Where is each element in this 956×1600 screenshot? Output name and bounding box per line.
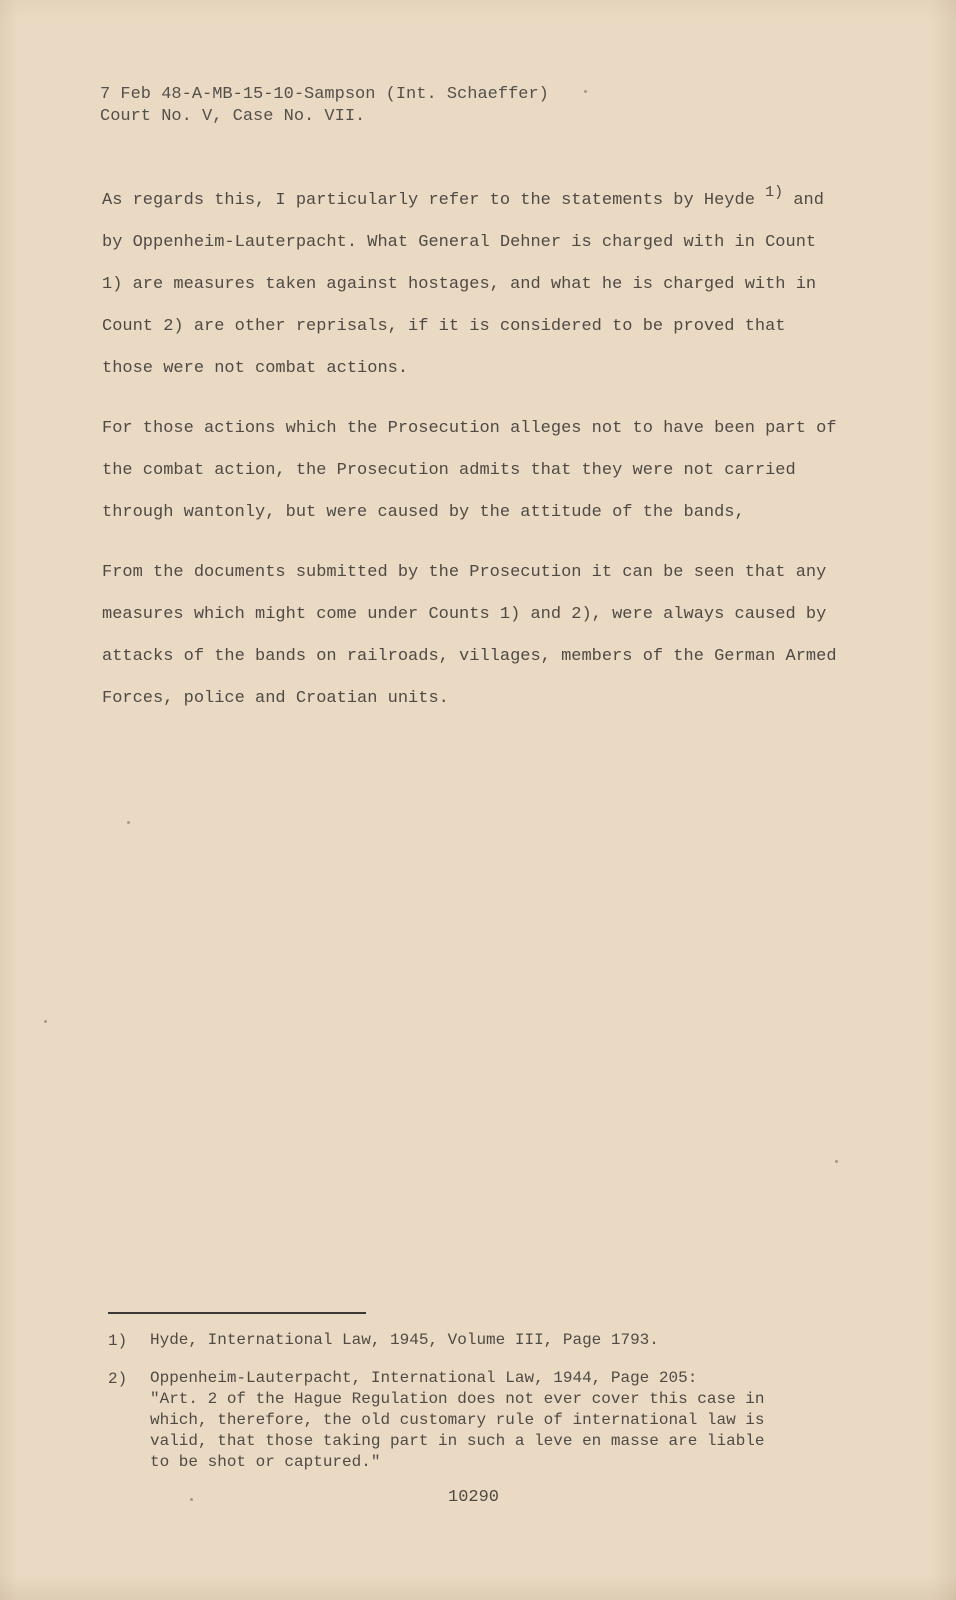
paragraph-line: the combat action, the Prosecution admits that they were not carried: [102, 461, 796, 480]
paragraph-2: [102, 408, 862, 534]
paper-speck: [190, 1498, 193, 1501]
footnote-line: "Art. 2 of the Hague Regulation does not ever cover this case in: [150, 1390, 765, 1408]
document-header: [100, 84, 549, 128]
footnote-2: [108, 1368, 908, 1473]
paper-speck: [44, 1020, 47, 1023]
footnote-text: [150, 1330, 908, 1352]
paragraph-1: [102, 180, 862, 390]
header-court-line: Court No. V, Case No. VII.: [100, 107, 366, 126]
paragraph-3: [102, 552, 862, 720]
footnote-number: 2): [108, 1370, 128, 1388]
paper-speck: [584, 90, 587, 93]
paragraph-line: Forces, police and Croatian units.: [102, 689, 449, 708]
paragraph-line: [102, 180, 862, 222]
footnote-line: valid, that those taking part in such a leve en masse are liable: [150, 1432, 765, 1450]
footnote-1: [108, 1330, 908, 1352]
footnote-ref-1: 1): [765, 184, 784, 201]
paragraph-line-text: As regards this, I particularly refer to the statements by Heyde: [102, 191, 755, 210]
paper-speck: [835, 1160, 838, 1163]
document-body: [102, 180, 862, 738]
footnotes: [108, 1330, 908, 1489]
footnote-divider: [108, 1312, 366, 1314]
footnote-line: Oppenheim-Lauterpacht, International Law, 1944, Page 205:: [150, 1369, 698, 1387]
paragraph-line: For those actions which the Prosecution alleges not to have been part of: [102, 419, 837, 438]
footnote-text: [150, 1368, 908, 1473]
paragraph-line: through wantonly, but were caused by the attitude of the bands,: [102, 503, 745, 522]
paragraph-line: Count 2) are other reprisals, if it is considered to be proved that: [102, 317, 786, 336]
paragraph-line: by Oppenheim-Lauterpacht. What General Dehner is charged with in Count: [102, 233, 817, 252]
page-number: 10290: [448, 1488, 500, 1507]
footnote-line: to be shot or captured.": [150, 1453, 381, 1471]
paragraph-line: 1) are measures taken against hostages, and what he is charged with in: [102, 275, 817, 294]
paragraph-line: measures which might come under Counts 1) and 2), were always caused by: [102, 605, 827, 624]
paragraph-line: attacks of the bands on railroads, villages, members of the German Armed: [102, 647, 837, 666]
paragraph-line: From the documents submitted by the Prosecution it can be seen that any: [102, 563, 827, 582]
footnote-line: which, therefore, the old customary rule of international law is: [150, 1411, 765, 1429]
header-reference-line: 7 Feb 48-A-MB-15-10-Sampson (Int. Schaeffer): [100, 85, 549, 104]
paragraph-line-tail: and: [793, 191, 824, 210]
paragraph-line: those were not combat actions.: [102, 359, 409, 378]
footnote-line: Hyde, International Law, 1945, Volume III, Page 1793.: [150, 1331, 659, 1349]
paper-speck: [127, 821, 130, 824]
footnote-number: 1): [108, 1332, 128, 1350]
